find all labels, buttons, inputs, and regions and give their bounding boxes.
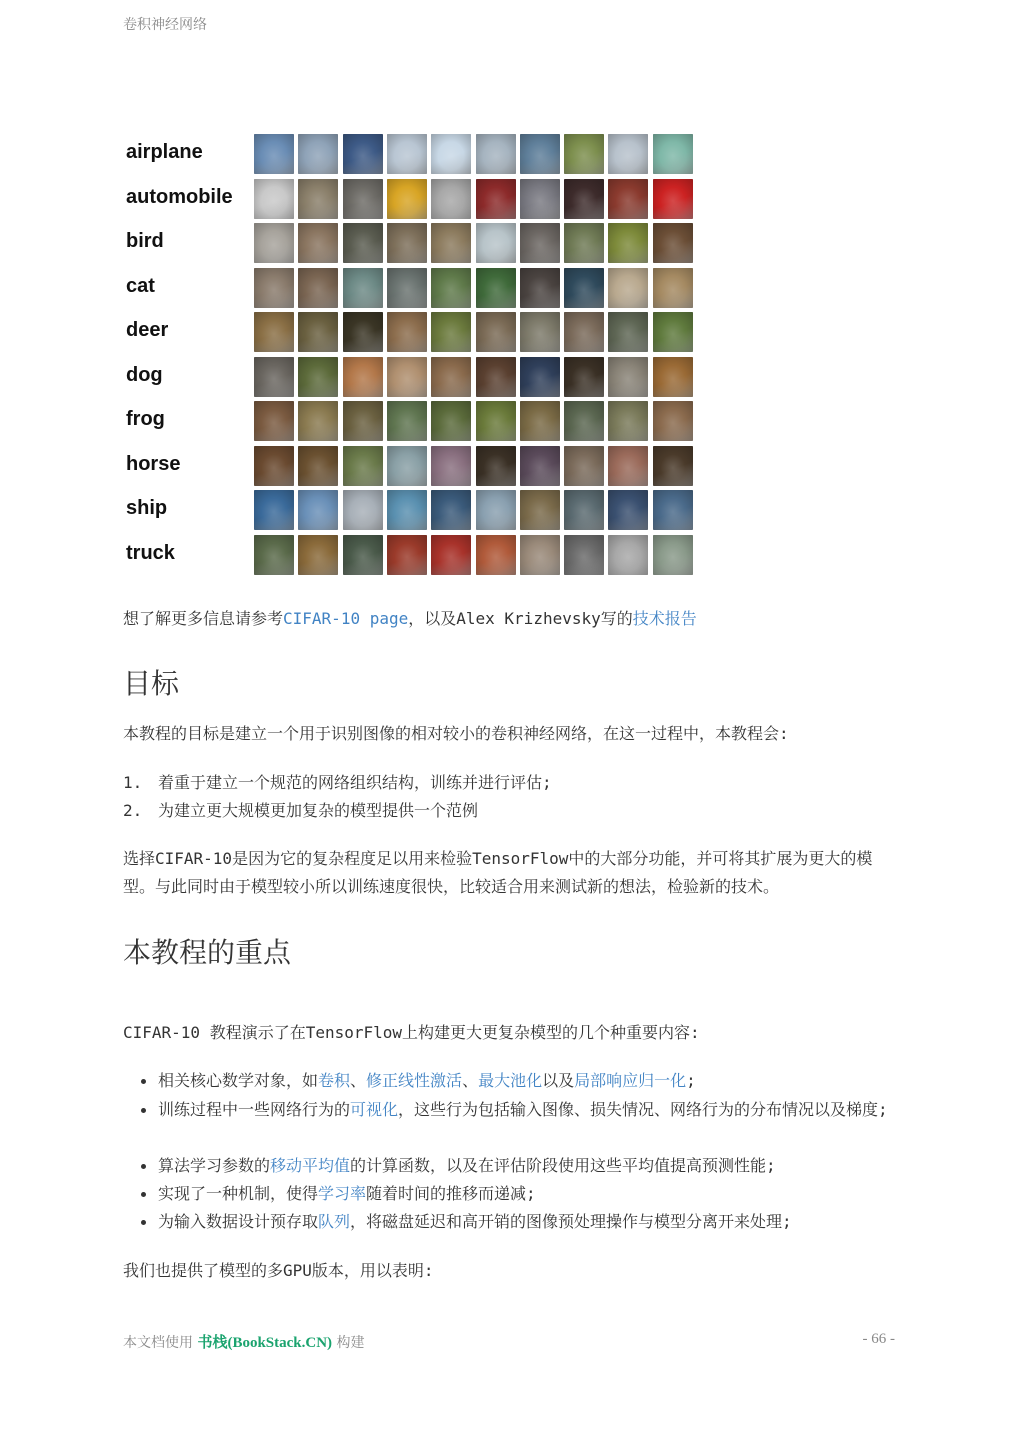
sample-image-thumbnail — [298, 268, 338, 308]
sample-image-thumbnail — [564, 312, 604, 352]
sample-image-thumbnail — [254, 268, 294, 308]
bullet-dot — [141, 1220, 146, 1225]
sample-image-thumbnail — [564, 357, 604, 397]
sample-image-thumbnail — [476, 446, 516, 486]
sample-image-thumbnail — [608, 312, 648, 352]
sample-image-thumbnail — [298, 223, 338, 263]
sample-thumbnails — [254, 356, 696, 398]
sample-image-thumbnail — [254, 446, 294, 486]
bullet-dot — [141, 1108, 146, 1113]
sample-image-thumbnail — [520, 223, 560, 263]
sample-image-thumbnail — [343, 357, 383, 397]
cifar-class-row — [123, 133, 698, 175]
class-label: bird — [126, 230, 164, 252]
list-text: 算法学习参数的移动平均值的计算函数，以及在评估阶段使用这些平均值提高预测性能; — [158, 1156, 776, 1175]
sample-image-thumbnail — [476, 535, 516, 575]
goal-lead: 本教程的目标是建立一个用于识别图像的相对较小的卷积神经网络，在这一过程中，本教程会: — [123, 724, 789, 743]
sample-image-thumbnail — [653, 268, 693, 308]
sample-image-thumbnail — [476, 134, 516, 174]
sample-image-thumbnail — [564, 535, 604, 575]
sample-thumbnails — [254, 178, 696, 220]
sample-image-thumbnail — [343, 179, 383, 219]
sample-image-thumbnail — [343, 312, 383, 352]
sample-image-thumbnail — [298, 357, 338, 397]
sample-image-thumbnail — [254, 134, 294, 174]
sample-image-thumbnail — [564, 446, 604, 486]
bullet-dot — [141, 1079, 146, 1084]
sample-image-thumbnail — [387, 490, 427, 530]
class-label: deer — [126, 319, 169, 341]
bookstack-link[interactable]: 书栈(BookStack.CN) — [197, 1335, 333, 1351]
cifar-class-row — [123, 311, 698, 353]
sample-thumbnails — [254, 534, 696, 576]
focus-list-item — [123, 1067, 893, 1095]
sample-image-thumbnail — [343, 134, 383, 174]
sample-image-thumbnail — [254, 535, 294, 575]
sample-image-thumbnail — [564, 179, 604, 219]
sample-image-thumbnail — [343, 535, 383, 575]
convolution-link[interactable]: 卷积 — [318, 1071, 351, 1090]
sample-image-thumbnail — [431, 535, 471, 575]
cifar10-sample-grid — [123, 133, 698, 578]
sample-image-thumbnail — [564, 268, 604, 308]
focus-list-item — [123, 1208, 893, 1236]
sample-image-thumbnail — [431, 357, 471, 397]
sample-image-thumbnail — [608, 223, 648, 263]
class-label: cat — [126, 274, 155, 297]
sample-image-thumbnail — [431, 490, 471, 530]
sample-image-thumbnail — [387, 312, 427, 352]
focus-list-item — [123, 1152, 893, 1180]
sample-image-thumbnail — [653, 179, 693, 219]
sample-image-thumbnail — [520, 446, 560, 486]
class-label: frog — [126, 408, 165, 430]
sample-image-thumbnail — [608, 446, 648, 486]
sample-image-thumbnail — [343, 446, 383, 486]
page-footer — [123, 1331, 895, 1353]
sample-image-thumbnail — [431, 446, 471, 486]
visualization-link[interactable]: 可视化 — [350, 1100, 399, 1119]
cifar-class-row — [123, 178, 698, 220]
sample-image-thumbnail — [387, 179, 427, 219]
sample-image-thumbnail — [608, 535, 648, 575]
class-label: airplane — [126, 141, 203, 163]
sample-image-thumbnail — [564, 134, 604, 174]
goal-list-item — [123, 797, 893, 825]
cifar-class-row — [123, 222, 698, 264]
bullet-dot — [141, 1192, 146, 1197]
sample-image-thumbnail — [653, 134, 693, 174]
sample-image-thumbnail — [387, 446, 427, 486]
sample-image-thumbnail — [520, 490, 560, 530]
sample-thumbnails — [254, 133, 696, 175]
cifar-class-row — [123, 445, 698, 487]
intro-prefix: 想了解更多信息请参考 — [123, 609, 284, 628]
cifar-class-row — [123, 489, 698, 531]
focus-list-item — [123, 1096, 893, 1152]
sample-image-thumbnail — [298, 312, 338, 352]
sample-image-thumbnail — [254, 490, 294, 530]
sample-image-thumbnail — [476, 223, 516, 263]
bullet-dot — [141, 1164, 146, 1169]
goal-body: 选择CIFAR-10是因为它的复杂程度足以用来检验TensorFlow中的大部分功能，并可将其扩展为更大的模型。与此同时由于模型较小所以训练速度很快，比较适合用来测试新的想法，检验新的技术。 — [123, 849, 873, 896]
intro-middle: ，以及Alex Krizhevsky写的 — [408, 609, 633, 628]
sample-image-thumbnail — [431, 134, 471, 174]
sample-image-thumbnail — [298, 134, 338, 174]
list-text: 相关核心数学对象，如卷积、修正线性激活、最大池化以及局部响应归一化; — [158, 1071, 696, 1090]
sample-image-thumbnail — [431, 401, 471, 441]
sample-thumbnails — [254, 445, 696, 487]
sample-image-thumbnail — [608, 134, 648, 174]
moving-average-link[interactable]: 移动平均值 — [270, 1156, 351, 1175]
list-text: 实现了一种机制，使得学习率随着时间的推移而递减; — [158, 1184, 536, 1203]
sample-image-thumbnail — [254, 401, 294, 441]
class-label: truck — [126, 541, 175, 564]
sample-image-thumbnail — [431, 268, 471, 308]
sample-image-thumbnail — [564, 401, 604, 441]
running-header-title: 卷积神经网络 — [123, 17, 207, 33]
sample-image-thumbnail — [387, 535, 427, 575]
sample-image-thumbnail — [520, 268, 560, 308]
max-pooling-link[interactable]: 最大池化 — [478, 1071, 543, 1090]
sample-image-thumbnail — [476, 401, 516, 441]
sample-image-thumbnail — [564, 223, 604, 263]
class-label: dog — [126, 363, 163, 386]
sample-image-thumbnail — [608, 268, 648, 308]
list-number: 1. — [123, 773, 143, 792]
footer-credit: 本文档使用 书栈(BookStack.CN) 构建 — [123, 1335, 365, 1351]
focus-lead: CIFAR-10 教程演示了在TensorFlow上构建更大更复杂模型的几个种重要内容: — [123, 1023, 700, 1042]
sample-image-thumbnail — [298, 179, 338, 219]
sample-image-thumbnail — [476, 179, 516, 219]
sample-image-thumbnail — [476, 490, 516, 530]
sample-image-thumbnail — [343, 268, 383, 308]
sample-image-thumbnail — [608, 490, 648, 530]
relu-link[interactable]: 修正线性激活 — [366, 1071, 463, 1090]
list-number: 2. — [123, 801, 143, 820]
sample-image-thumbnail — [298, 401, 338, 441]
focus-heading: 本教程的重点 — [123, 936, 292, 969]
learning-rate-link[interactable]: 学习率 — [318, 1184, 367, 1203]
sample-image-thumbnail — [387, 134, 427, 174]
sample-image-thumbnail — [298, 490, 338, 530]
sample-image-thumbnail — [653, 312, 693, 352]
sample-image-thumbnail — [298, 535, 338, 575]
sample-image-thumbnail — [653, 223, 693, 263]
sample-image-thumbnail — [653, 490, 693, 530]
sample-thumbnails — [254, 489, 696, 531]
sample-image-thumbnail — [343, 401, 383, 441]
list-text: 为输入数据设计预存取队列，将磁盘延迟和高开销的图像预处理操作与模型分离开来处理; — [158, 1212, 792, 1231]
sample-image-thumbnail — [520, 401, 560, 441]
queue-link[interactable]: 队列 — [318, 1212, 351, 1231]
list-text: 为建立更大规模更加复杂的模型提供一个范例 — [158, 801, 479, 820]
class-label: ship — [126, 497, 168, 519]
sample-image-thumbnail — [653, 401, 693, 441]
sample-image-thumbnail — [653, 357, 693, 397]
class-label: automobile — [126, 185, 233, 208]
multi-gpu-paragraph: 我们也提供了模型的多GPU版本，用以表明: — [123, 1261, 434, 1280]
sample-image-thumbnail — [387, 401, 427, 441]
sample-image-thumbnail — [608, 357, 648, 397]
sample-image-thumbnail — [476, 312, 516, 352]
page-number: - 66 - — [862, 1331, 895, 1347]
sample-thumbnails — [254, 400, 696, 442]
sample-image-thumbnail — [387, 268, 427, 308]
sample-image-thumbnail — [387, 357, 427, 397]
sample-thumbnails — [254, 222, 696, 264]
sample-image-thumbnail — [431, 312, 471, 352]
sample-image-thumbnail — [564, 490, 604, 530]
sample-thumbnails — [254, 311, 696, 353]
sample-image-thumbnail — [254, 223, 294, 263]
cifar10-page-link[interactable]: CIFAR-10 page — [283, 609, 409, 628]
sample-image-thumbnail — [476, 268, 516, 308]
sample-image-thumbnail — [653, 446, 693, 486]
list-text: 训练过程中一些网络行为的可视化，这些行为包括输入图像、损失情况、网络行为的分布情况以及梯度; — [158, 1100, 888, 1119]
lrn-link[interactable]: 局部响应归一化 — [574, 1071, 687, 1090]
cifar-class-row — [123, 400, 698, 442]
sample-image-thumbnail — [254, 357, 294, 397]
sample-image-thumbnail — [343, 490, 383, 530]
focus-list-item — [123, 1180, 893, 1208]
sample-image-thumbnail — [653, 535, 693, 575]
sample-image-thumbnail — [476, 357, 516, 397]
goal-heading: 目标 — [123, 667, 180, 700]
tech-report-link[interactable]: 技术报告 — [632, 609, 697, 628]
sample-image-thumbnail — [520, 357, 560, 397]
sample-image-thumbnail — [254, 179, 294, 219]
sample-image-thumbnail — [608, 401, 648, 441]
sample-image-thumbnail — [387, 223, 427, 263]
goal-list-item — [123, 769, 893, 797]
sample-image-thumbnail — [254, 312, 294, 352]
cifar-class-row — [123, 534, 698, 576]
class-label: horse — [126, 452, 181, 475]
cifar-class-row — [123, 356, 698, 398]
intro-paragraph — [123, 605, 893, 633]
cifar-class-row — [123, 267, 698, 309]
sample-image-thumbnail — [520, 134, 560, 174]
sample-image-thumbnail — [520, 535, 560, 575]
sample-image-thumbnail — [298, 446, 338, 486]
sample-image-thumbnail — [520, 312, 560, 352]
sample-image-thumbnail — [343, 223, 383, 263]
sample-thumbnails — [254, 267, 696, 309]
sample-image-thumbnail — [608, 179, 648, 219]
list-text: 着重于建立一个规范的网络组织结构，训练并进行评估; — [158, 773, 552, 792]
sample-image-thumbnail — [431, 223, 471, 263]
sample-image-thumbnail — [431, 179, 471, 219]
sample-image-thumbnail — [520, 179, 560, 219]
